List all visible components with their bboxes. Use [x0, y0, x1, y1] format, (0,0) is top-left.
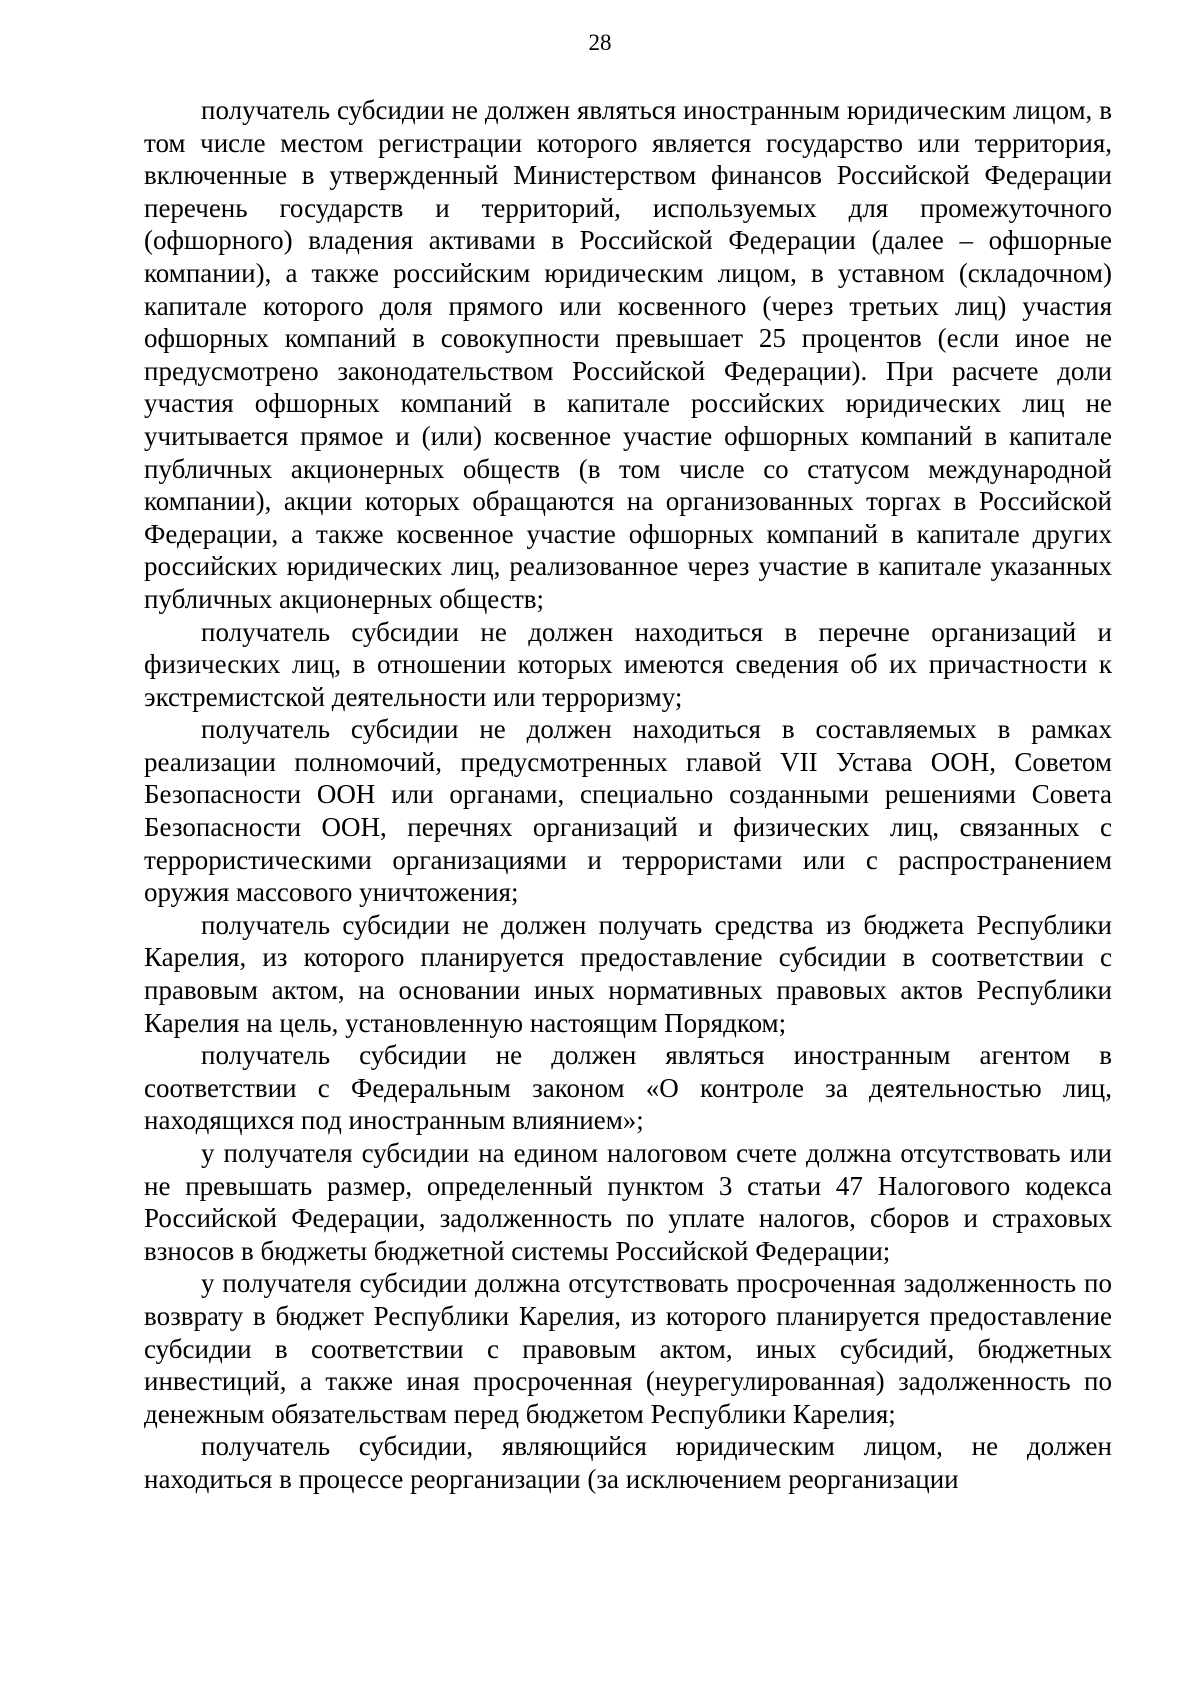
document-body: [144, 94, 1112, 1496]
paragraph-un-security-council-lists: получатель субсидии не должен находиться в составляемых в рамках реализации полномочий, предусмотренных главой VII Устава ООН, Советом Безопасности ООН или органами, специально созданными решениями Совета Безопасности ООН, перечнях организаций и физических лиц, связанных с террористическими организациями и террористами или с распространением оружия массового уничтожения;: [144, 714, 1112, 908]
paragraph-overdue-debt: у получателя субсидии должна отсутствовать просроченная задолженность по возврату в бюджет Республики Карелия, из которого планируется предоставление субсидии в соответствии с правовым актом, иных субсидий, бюджетных инвестиций, а также иная просроченная (неурегулированная) задолженность по денежным обязательствам перед бюджетом Республики Карелия;: [144, 1268, 1112, 1429]
paragraph-tax-debt: у получателя субсидии на едином налоговом счете должна отсутствовать или не превышать размер, определенный пунктом 3 статьи 47 Налогового кодекса Российской Федерации, задолженность по уплате налогов, сборов и страховых взносов в бюджеты бюджетной системы Российской Федерации;: [144, 1138, 1112, 1266]
paragraph-extremism-list: получатель субсидии не должен находиться в перечне организаций и физических лиц, в отношении которых имеются сведения об их причастности к экстремистской деятельности или терроризму;: [144, 616, 1112, 712]
paragraph-foreign-agent: получатель субсидии не должен являться иностранным агентом в соответствии с Федеральным законом «О контроле за деятельностью лиц, находящихся под иностранным влиянием»;: [144, 1040, 1112, 1136]
paragraph-offshore-companies: получатель субсидии не должен являться иностранным юридическим лицом, в том числе местом регистрации которого является государство или территория, включенные в утвержденный Министерством финансов Российской Федерации перечень государств и территорий, используемых для промежуточного (офшорного) владения активами в Российской Федерации (далее – офшорные компании), а также российским юридическим лицом, в уставном (складочном) капитале которого доля прямого или косвенного (через третьих лиц) участия офшорных компаний в совокупности превышает 25 процентов (если иное не предусмотрено законодательством Российской Федерации). При расчете доли участия офшорных компаний в капитале российских юридических лиц не учитывается прямое и (или) косвенное участие офшорных компаний в капитале публичных акционерных обществ (в том числе со статусом международной компании), акции которых обращаются на организованных торгах в Российской Федерации, а также косвенное участие офшорных компаний в капитале других российских юридических лиц, реализованное через участие в капитале указанных публичных акционерных обществ;: [144, 95, 1112, 614]
page-number: 28: [588, 30, 612, 55]
paragraph-reorganization: получатель субсидии, являющийся юридическим лицом, не должен находиться в процессе реорганизации (за исключением реорганизации: [144, 1431, 1112, 1494]
paragraph-other-budget-funds: получатель субсидии не должен получать средства из бюджета Республики Карелия, из которого планируется предоставление субсидии в соответствии с правовым актом, на основании иных нормативных правовых актов Республики Карелия на цель, установленную настоящим Порядком;: [144, 909, 1112, 1038]
